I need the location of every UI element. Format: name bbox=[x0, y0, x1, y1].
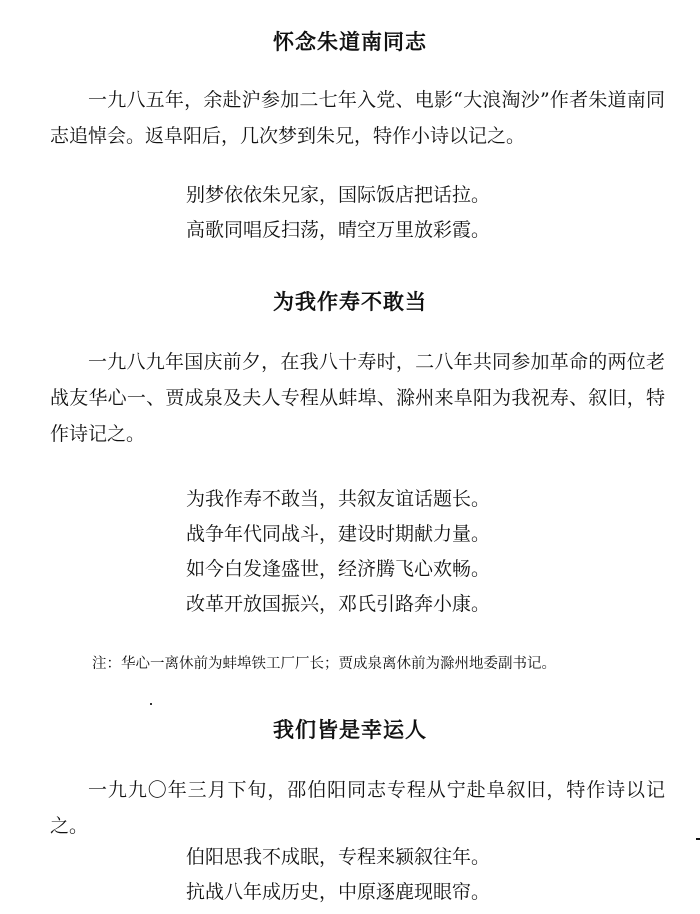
scan-speck bbox=[150, 703, 152, 705]
poem-line: 改革开放国振兴，邓氏引路奔小康。 bbox=[186, 593, 491, 615]
section-paragraph: 一九八九年国庆前夕，在我八十寿时，二八年共同参加革命的两位老战友华心一、贾成泉及夫人专程从蚌埠、滁州来阜阳为我祝寿、叙旧，特作诗记之。 bbox=[50, 351, 665, 445]
section-title: 怀念朱道南同志 bbox=[273, 30, 427, 54]
poem-line: 战争年代同战斗，建设时期献力量。 bbox=[186, 523, 491, 545]
section-title: 为我作寿不敢当 bbox=[273, 290, 427, 314]
section-title: 我们皆是幸运人 bbox=[273, 718, 427, 742]
poem-line: 伯阳思我不成眠，专程来颍叙往年。 bbox=[186, 846, 491, 868]
poem-line: 高歌同唱反扫荡，晴空万里放彩霞。 bbox=[186, 219, 491, 241]
footnote: 注：华心一离休前为蚌埠铁工厂厂长；贾成泉离休前为滁州地委副书记。 bbox=[92, 656, 556, 672]
poem-block bbox=[186, 482, 490, 622]
scan-edge-mark bbox=[696, 838, 700, 840]
poem-line: 如今白发逢盛世，经济腾飞心欢畅。 bbox=[186, 558, 491, 580]
poem-line: 为我作寿不敢当，共叙友谊话题长。 bbox=[186, 488, 491, 510]
poem-block bbox=[186, 840, 490, 910]
section-paragraph: 一九八五年，余赴沪参加二七年入党、电影“大浪淘沙”作者朱道南同志追悼会。返阜阳后，几次梦到朱兄，特作小诗以记之。 bbox=[50, 89, 665, 147]
poem-line: 抗战八年成历史，中原逐鹿现眼帘。 bbox=[186, 881, 491, 903]
poem-block bbox=[186, 178, 490, 248]
section-paragraph: 一九九〇年三月下旬，邵伯阳同志专程从宁赴阜叙旧，特作诗以记之。 bbox=[50, 779, 665, 837]
poem-line: 别梦依依朱兄家，国际饭店把话拉。 bbox=[186, 184, 491, 206]
